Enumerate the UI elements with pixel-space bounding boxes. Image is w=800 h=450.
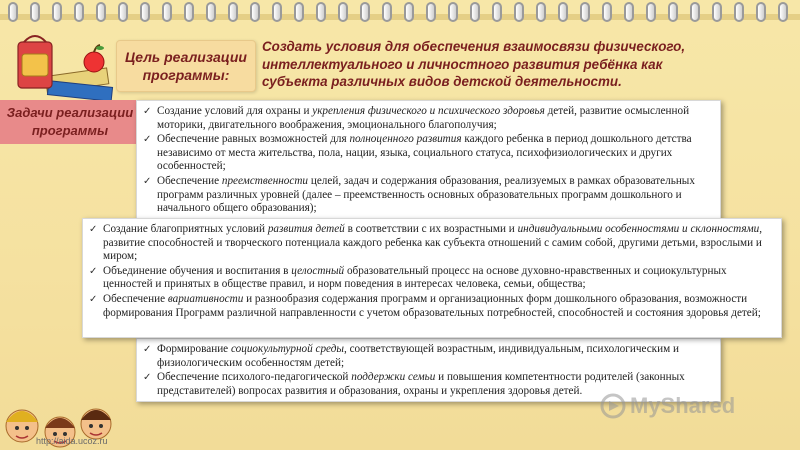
task-item-emphasis: развития детей (267, 223, 345, 235)
tasks-label: Задачи реализации программы (0, 100, 140, 144)
binding-ring (206, 2, 216, 22)
binding-ring (470, 2, 480, 22)
binding-ring (624, 2, 634, 22)
binding-ring (426, 2, 436, 22)
task-item (89, 223, 775, 264)
watermark-text: MyShared (630, 393, 736, 418)
checkmark-icon: ✓ (89, 265, 98, 277)
binding-ring (140, 2, 150, 22)
task-item-emphasis: целостный (291, 264, 345, 277)
tasks-box-middle (82, 218, 782, 338)
task-item-emphasis: индивидуальными особенностями и склонностями (517, 223, 760, 235)
checkmark-icon: ✓ (143, 106, 152, 117)
task-item (143, 133, 714, 174)
task-item-emphasis: полноценного развития (349, 133, 462, 146)
task-item-fragment: Создание условий для охраны и (157, 105, 313, 117)
binding-ring (118, 2, 128, 22)
binding-ring (316, 2, 326, 22)
binding-ring (250, 2, 260, 22)
task-item-text (157, 133, 692, 172)
binding-ring (492, 2, 502, 22)
checkmark-icon: ✓ (143, 344, 152, 355)
task-item (89, 293, 775, 320)
binding-ring (294, 2, 304, 22)
binding-ring (382, 2, 392, 22)
goal-label: Цель реализации программы: (116, 40, 256, 92)
task-item-text (103, 265, 727, 291)
binding-ring (404, 2, 414, 22)
binding-ring (646, 2, 656, 22)
task-item-emphasis: вариативности (167, 292, 244, 305)
binding-ring (690, 2, 700, 22)
notebook-rings (0, 0, 800, 24)
task-item-text (157, 105, 689, 131)
binding-ring (74, 2, 84, 22)
goal-text: Создать условия для обеспечения взаимосвязи физического, интеллектуального и личностного развития ребёнка как субъекта различных видов детской деятельности. (262, 39, 686, 89)
task-item-fragment: Обеспечение (103, 292, 168, 305)
binding-ring (514, 2, 524, 22)
task-item-fragment: Объединение обучения и воспитания в (103, 264, 292, 277)
task-item-emphasis: укрепления физического и психического здоровья (312, 105, 545, 117)
binding-ring (52, 2, 62, 22)
checkmark-icon: ✓ (143, 372, 152, 384)
task-item-fragment: Обеспечение (157, 174, 222, 187)
binding-ring (602, 2, 612, 22)
checkmark-icon: ✓ (143, 134, 152, 146)
checkmark-icon: ✓ (89, 293, 98, 305)
binding-ring (734, 2, 744, 22)
binding-ring (558, 2, 568, 22)
binding-ring (448, 2, 458, 22)
task-item-emphasis: преемственности (221, 174, 309, 187)
binding-ring (30, 2, 40, 22)
task-item (143, 343, 714, 370)
task-item-fragment: каждого ребенка в период дошкольного детства независимо от места жительства, пола, нации, языка, социального статуса, психофизиологических и других особенностей; (157, 133, 692, 173)
binding-ring (228, 2, 238, 22)
task-item-fragment: , развитие способностей и творческого потенциала каждого ребенка как субъекта отношений с самим собой, другими детьми, взрослыми и миром; (103, 223, 763, 263)
task-item-emphasis: поддержки семьи (351, 371, 436, 384)
tasks-box-top (136, 100, 721, 220)
footer-url[interactable]: http://aida.ucoz.ru (36, 436, 108, 446)
task-item-text (157, 175, 695, 214)
binding-ring (8, 2, 18, 22)
checkmark-icon: ✓ (143, 175, 152, 187)
binding-ring (360, 2, 370, 22)
task-item-emphasis: социокультурной среды (230, 343, 344, 355)
binding-ring (272, 2, 282, 22)
task-item-text (157, 343, 679, 369)
task-item (143, 105, 714, 132)
task-item-fragment: Создание благоприятных условий (103, 223, 268, 235)
binding-ring (778, 2, 788, 22)
task-item-fragment: Обеспечение равных возможностей для (157, 133, 350, 146)
task-item-fragment: детей, развитие осмысленной моторики, двигательного воображения, эмоционального благополучия; (157, 105, 690, 131)
task-item-fragment: Формирование (157, 343, 231, 355)
binding-ring (536, 2, 546, 22)
task-item-fragment: Обеспечение психолого-педагогической (157, 371, 352, 384)
binding-ring (338, 2, 348, 22)
binding-ring (580, 2, 590, 22)
task-item-text (103, 223, 762, 262)
task-item-fragment: целей, задач и содержания образования, реализуемых в рамках образовательных программ различных уровней (далее – преемственность основных образовательных программ дошкольного и начального общего образования); (157, 174, 695, 215)
task-item-fragment: и разнообразия содержания программ и организационных форм дошкольного образования, возможности формирования Программ различной направленности с учетом образовательных потребностей, способностей и состояния здоровья детей; (103, 292, 761, 319)
task-item-text (103, 293, 761, 319)
task-item (143, 175, 714, 216)
task-item-fragment: и повышения компетентности родителей (законных представителей) вопросах развития и образования, охраны и укрепления здоровья детей. (157, 371, 685, 397)
task-item-fragment: в соответствии с их возрастными и (344, 223, 518, 235)
watermark (600, 392, 770, 420)
binding-ring (96, 2, 106, 22)
task-item (89, 265, 775, 292)
task-item-fragment: , соответствующей возрастным, индивидуальным, психологическим и физиологическим особенностям детей; (157, 343, 679, 369)
binding-ring (712, 2, 722, 22)
binding-ring (162, 2, 172, 22)
task-item-fragment: образовательный процесс на основе духовно-нравственных и социокультурных ценностей и принятых в обществе правил, и норм поведения в интересах человека, семьи, общества; (103, 264, 727, 291)
checkmark-icon: ✓ (89, 224, 98, 235)
binding-ring (668, 2, 678, 22)
watermark-logo-icon (600, 393, 626, 419)
binding-ring (756, 2, 766, 22)
binding-ring (184, 2, 194, 22)
